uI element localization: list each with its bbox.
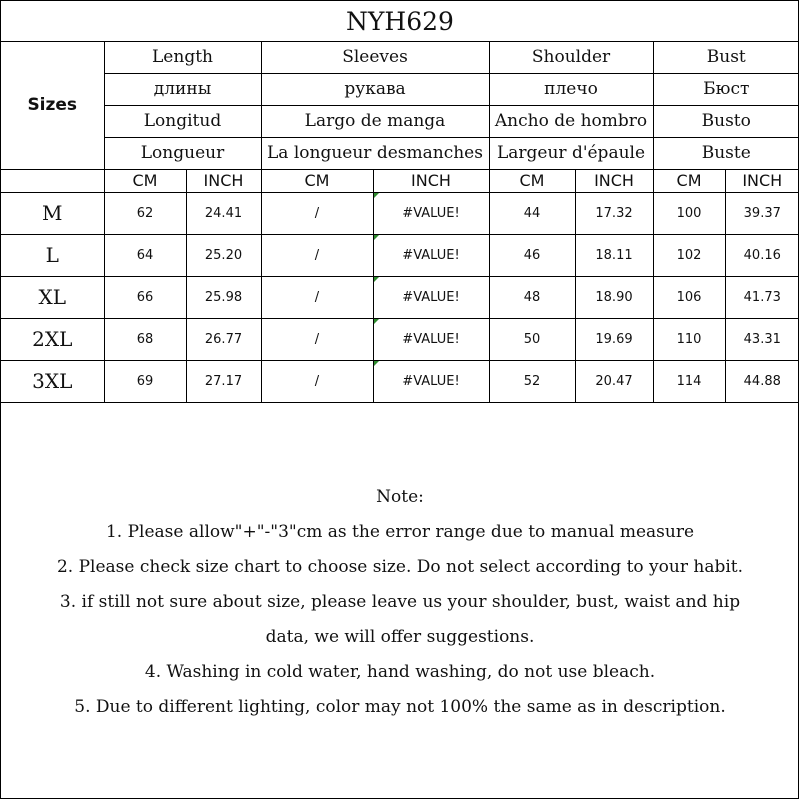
cell-value: 18.90 bbox=[595, 289, 633, 305]
cell-value: / bbox=[314, 247, 320, 263]
cell-value: 44.88 bbox=[743, 373, 781, 389]
cell-bust-inch bbox=[725, 318, 799, 360]
unit-bust-cm: CM bbox=[653, 169, 725, 192]
cell-shoulder-inch bbox=[575, 234, 653, 276]
size-table bbox=[1, 41, 799, 403]
cell-value: / bbox=[314, 331, 320, 347]
header-sleeves-ru: рукава bbox=[261, 73, 489, 105]
cell-value: 43.31 bbox=[743, 331, 781, 347]
header-length-es: Longitud bbox=[104, 105, 261, 137]
cell-shoulder-cm bbox=[489, 276, 575, 318]
cell-value: 39.37 bbox=[743, 205, 781, 221]
cell-sleeves-cm bbox=[261, 192, 373, 234]
cell-length-inch bbox=[186, 276, 261, 318]
cell-bust-cm bbox=[653, 234, 725, 276]
cell-length-inch bbox=[186, 360, 261, 402]
size-rows bbox=[1, 192, 799, 402]
cell-value: 48 bbox=[523, 289, 541, 305]
cell-value: #VALUE! bbox=[402, 373, 460, 389]
error-marker-icon bbox=[374, 361, 379, 366]
cell-value: 102 bbox=[676, 247, 702, 263]
cell-value: 106 bbox=[676, 289, 702, 305]
sizes-label: Sizes bbox=[1, 41, 104, 169]
cell-sleeves-inch bbox=[373, 360, 489, 402]
cell-value: 110 bbox=[676, 331, 702, 347]
cell-length-inch bbox=[186, 318, 261, 360]
notes-title: Note: bbox=[376, 487, 424, 507]
header-length: Length bbox=[104, 41, 261, 73]
cell-value: 17.32 bbox=[595, 205, 633, 221]
header-length-fr: Longueur bbox=[104, 137, 261, 169]
cell-value: 27.17 bbox=[204, 373, 243, 389]
cell-value: 62 bbox=[136, 205, 154, 221]
unit-length-cm: CM bbox=[104, 169, 186, 192]
unit-blank bbox=[1, 169, 104, 192]
cell-bust-inch bbox=[725, 276, 799, 318]
cell-value: #VALUE! bbox=[402, 289, 460, 305]
header-sleeves-es: Largo de manga bbox=[261, 105, 489, 137]
error-marker-icon bbox=[374, 235, 379, 240]
header-row-french bbox=[1, 137, 799, 169]
unit-row bbox=[1, 169, 799, 192]
size-label: 2XL bbox=[1, 318, 104, 360]
size-label: 3XL bbox=[1, 360, 104, 402]
product-code-title: NYH629 bbox=[1, 1, 799, 42]
cell-sleeves-cm bbox=[261, 318, 373, 360]
header-shoulder-ru: плечо bbox=[489, 73, 653, 105]
unit-shoulder-inch: INCH bbox=[575, 169, 653, 192]
cell-shoulder-inch bbox=[575, 318, 653, 360]
cell-sleeves-inch bbox=[373, 192, 489, 234]
unit-sleeves-cm: CM bbox=[261, 169, 373, 192]
cell-value: 64 bbox=[136, 247, 154, 263]
cell-shoulder-inch bbox=[575, 276, 653, 318]
cell-value: 24.41 bbox=[204, 205, 243, 221]
cell-value: 46 bbox=[523, 247, 541, 263]
error-marker-icon bbox=[374, 193, 379, 198]
cell-bust-cm bbox=[653, 276, 725, 318]
cell-length-cm bbox=[104, 360, 186, 402]
unit-shoulder-cm: CM bbox=[489, 169, 575, 192]
size-row bbox=[1, 276, 799, 318]
cell-bust-cm bbox=[653, 318, 725, 360]
header-bust: Bust bbox=[653, 41, 799, 73]
note-line-3-cont: data, we will offer suggestions. bbox=[265, 627, 535, 647]
cell-sleeves-inch bbox=[373, 276, 489, 318]
unit-length-inch: INCH bbox=[186, 169, 261, 192]
cell-sleeves-cm bbox=[261, 234, 373, 276]
cell-shoulder-cm bbox=[489, 318, 575, 360]
header-shoulder: Shoulder bbox=[489, 41, 653, 73]
header-row-english bbox=[1, 41, 799, 73]
unit-sleeves-inch: INCH bbox=[373, 169, 489, 192]
size-label: XL bbox=[1, 276, 104, 318]
note-line-2: 2. Please check size chart to choose size. Do not select according to your habit. bbox=[56, 557, 744, 577]
note-line-4: 4. Washing in cold water, hand washing, do not use bleach. bbox=[144, 662, 656, 682]
notes-section bbox=[1, 479, 799, 725]
header-length-ru: длины bbox=[104, 73, 261, 105]
cell-shoulder-cm bbox=[489, 360, 575, 402]
cell-value: 20.47 bbox=[595, 373, 633, 389]
cell-shoulder-cm bbox=[489, 234, 575, 276]
cell-value: / bbox=[314, 205, 320, 221]
cell-shoulder-inch bbox=[575, 360, 653, 402]
header-shoulder-fr: Largeur d'épaule bbox=[489, 137, 653, 169]
header-shoulder-es: Ancho de hombro bbox=[489, 105, 653, 137]
size-row bbox=[1, 234, 799, 276]
cell-value: / bbox=[314, 289, 320, 305]
header-row-russian bbox=[1, 73, 799, 105]
cell-value: 26.77 bbox=[204, 331, 243, 347]
note-line-3: 3. if still not sure about size, please leave us your shoulder, bust, waist and hip bbox=[59, 592, 741, 612]
cell-value: 114 bbox=[676, 373, 702, 389]
size-row bbox=[1, 360, 799, 402]
cell-value: 52 bbox=[523, 373, 541, 389]
header-bust-es: Busto bbox=[653, 105, 799, 137]
header-row-spanish bbox=[1, 105, 799, 137]
size-label: L bbox=[1, 234, 104, 276]
size-label: M bbox=[1, 192, 104, 234]
cell-value: 41.73 bbox=[743, 289, 781, 305]
cell-length-cm bbox=[104, 318, 186, 360]
cell-value: 25.98 bbox=[204, 289, 243, 305]
cell-value: 19.69 bbox=[595, 331, 633, 347]
cell-length-cm bbox=[104, 234, 186, 276]
cell-length-inch bbox=[186, 234, 261, 276]
cell-value: 69 bbox=[136, 373, 154, 389]
cell-shoulder-cm bbox=[489, 192, 575, 234]
cell-sleeves-inch bbox=[373, 318, 489, 360]
header-sleeves: Sleeves bbox=[261, 41, 489, 73]
cell-value: #VALUE! bbox=[402, 205, 460, 221]
cell-length-inch bbox=[186, 192, 261, 234]
cell-value: 25.20 bbox=[204, 247, 243, 263]
size-row bbox=[1, 318, 799, 360]
cell-bust-inch bbox=[725, 234, 799, 276]
size-row bbox=[1, 192, 799, 234]
cell-value: #VALUE! bbox=[402, 247, 460, 263]
cell-value: 68 bbox=[136, 331, 154, 347]
error-marker-icon bbox=[374, 319, 379, 324]
cell-length-cm bbox=[104, 276, 186, 318]
note-line-5: 5. Due to different lighting, color may not 100% the same as in description. bbox=[74, 697, 726, 717]
error-marker-icon bbox=[374, 277, 379, 282]
cell-value: #VALUE! bbox=[402, 331, 460, 347]
cell-shoulder-inch bbox=[575, 192, 653, 234]
cell-bust-cm bbox=[653, 192, 725, 234]
cell-value: 100 bbox=[676, 205, 702, 221]
cell-length-cm bbox=[104, 192, 186, 234]
header-bust-ru: Бюст bbox=[653, 73, 799, 105]
cell-sleeves-cm bbox=[261, 276, 373, 318]
unit-bust-inch: INCH bbox=[725, 169, 799, 192]
cell-bust-cm bbox=[653, 360, 725, 402]
cell-value: 40.16 bbox=[743, 247, 781, 263]
cell-bust-inch bbox=[725, 360, 799, 402]
cell-value: 18.11 bbox=[595, 247, 633, 263]
cell-value: / bbox=[314, 373, 320, 389]
cell-value: 44 bbox=[523, 205, 541, 221]
note-line-1: 1. Please allow"+"-"3"cm as the error range due to manual measure bbox=[105, 522, 695, 542]
cell-sleeves-inch bbox=[373, 234, 489, 276]
header-sleeves-fr: La longueur desmanches bbox=[261, 137, 489, 169]
header-bust-fr: Buste bbox=[653, 137, 799, 169]
cell-value: 66 bbox=[136, 289, 154, 305]
cell-value: 50 bbox=[523, 331, 541, 347]
cell-bust-inch bbox=[725, 192, 799, 234]
cell-sleeves-cm bbox=[261, 360, 373, 402]
